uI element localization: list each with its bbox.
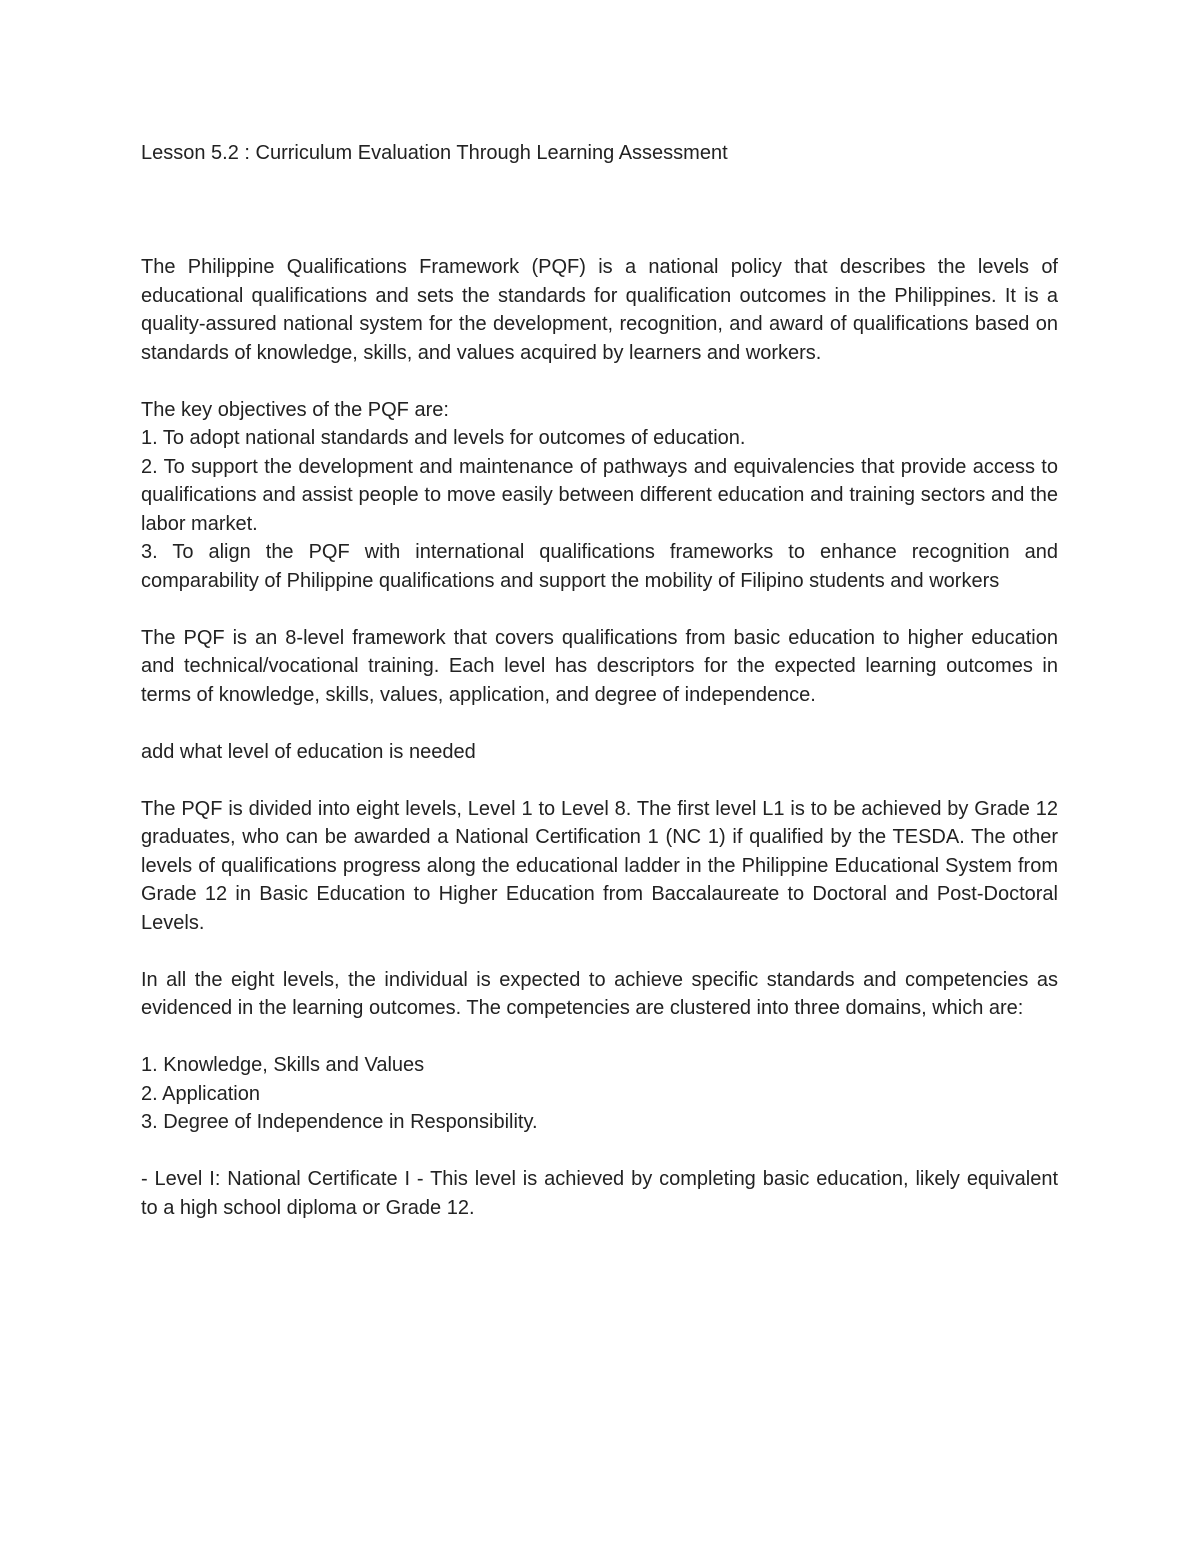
document-page [141,139,1058,1222]
spacer [141,1023,1058,1052]
document-title: Lesson 5.2 : Curriculum Evaluation Through Learning Assessment [141,142,728,164]
spacer [141,1137,1058,1166]
objectives-heading: The key objectives of the PQF are: [141,398,449,421]
spacer [141,937,1058,966]
objective-item: 2. To support the development and maintenance of pathways and equivalencies that provide access to qualifications and assist people to move easily between different education and training sectors and the labor market. [141,455,1058,535]
spacer [141,168,1058,254]
framework-paragraph: The PQF is an 8-level framework that covers qualifications from basic education to higher education and technical/vocational training. Each level has descriptors for the expected learning outcomes in terms of knowledge, skills, values, application, and degree of independence. [141,626,1058,706]
editor-note: add what level of education is needed [141,740,476,763]
domain-item: 3. Degree of Independence in Responsibility. [141,1111,538,1133]
objective-item: 3. To align the PQF with international qualifications frameworks to enhance recognition and comparability of Philippine qualifications and support the mobility of Filipino students and workers [141,541,1058,592]
spacer [141,595,1058,624]
domain-item: 2. Application [141,1082,260,1105]
spacer [141,367,1058,396]
domain-item: 1. Knowledge, Skills and Values [141,1054,425,1076]
intro-paragraph: The Philippine Qualifications Framework (PQF) is a national policy that describes the levels of educational qualifications and sets the standards for qualification outcomes in the Philippines. It is a quality-assured national system for the development, recognition, and award of qualifications based on standards of knowledge, skills, and values acquired by learners and workers. [141,256,1058,364]
spacer [141,709,1058,738]
level-one-paragraph: - Level I: National Certificate I - This level is achieved by completing basic education, likely equivalent to a high school diploma or Grade 12. [141,1168,1058,1219]
domains-paragraph: In all the eight levels, the individual is expected to achieve specific standards and competencies as evidenced in the learning outcomes. The competencies are clustered into three domains, which are: [141,968,1058,1019]
spacer [141,766,1058,795]
objective-item: 1. To adopt national standards and levels for outcomes of education. [141,427,746,449]
levels-paragraph: The PQF is divided into eight levels, Level 1 to Level 8. The first level L1 is to be achieved by Grade 12 graduates, who can be awarded a National Certification 1 (NC 1) if qualified by the TESDA. The other levels of qualifications progress along the educational ladder in the Philippine Educational System from Grade 12 in Basic Education to Higher Education from Baccalaureate to Doctoral and Post-Doctoral Levels. [141,797,1058,934]
